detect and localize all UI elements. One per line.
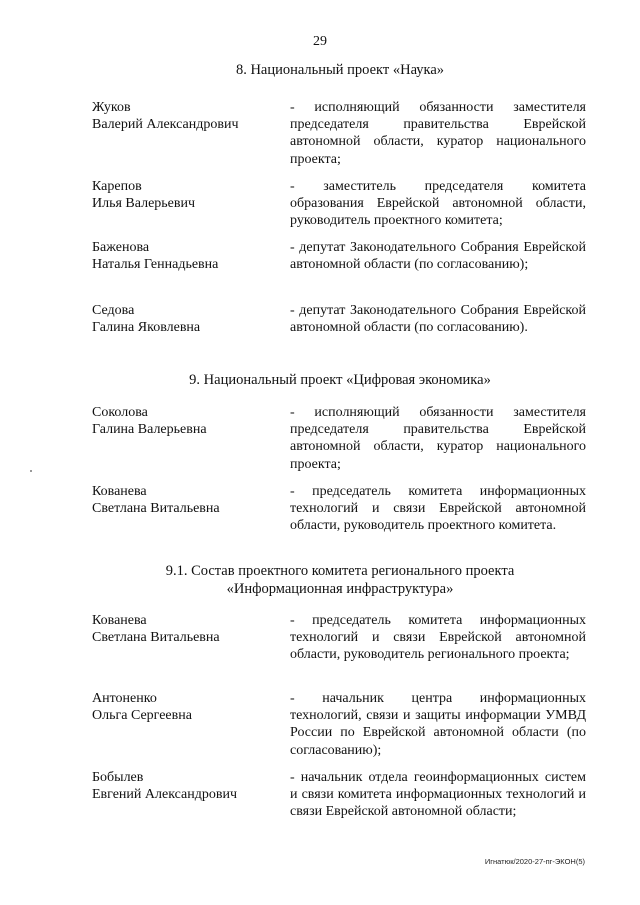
role-description: - начальник отдела геоинформационных систем и связи комитета информационных технологий и связи Еврейской автономной области; [290, 770, 586, 820]
surname: Седова [92, 303, 135, 318]
person-name [92, 404, 282, 438]
footer-code: Игнатюк/2020-27-пг-ЭКОН(5) [484, 857, 585, 866]
section-heading: 9.1. Состав проектного комитета регионального проекта [165, 563, 515, 579]
person-name [92, 769, 282, 803]
surname: Жуков [92, 100, 131, 115]
person-name [92, 178, 282, 212]
surname: Кованева [92, 484, 147, 499]
role-description: - исполняющий обязанности заместителя председателя правительства Еврейской автономной области, куратор национального проекта; [290, 405, 586, 472]
given-name: Илья Валерьевич [92, 196, 196, 212]
given-name: Евгений Александрович [92, 787, 238, 803]
given-name: Светлана Витальевна [92, 501, 220, 517]
role-description: - исполняющий обязанности заместителя председателя правительства Еврейской автономной области, куратор национального проекта; [290, 100, 586, 167]
given-name: Ольга Сергеевна [92, 708, 192, 724]
role-description: - начальник центра информационных технологий, связи и защиты информации УМВД России по Еврейской автономной области (по согласованию); [290, 691, 586, 758]
given-name: Светлана Витальевна [92, 630, 220, 646]
role-description: - депутат Законодательного Собрания Еврейской автономной области (по согласованию). [290, 303, 586, 336]
person-name [92, 302, 282, 336]
person-name [92, 239, 282, 273]
page-number: 29 [313, 34, 327, 49]
role-description: - депутат Законодательного Собрания Еврейской автономной области (по согласованию); [290, 240, 586, 273]
role-description: - заместитель председателя комитета образования Еврейской автономной области, руководитель проектного комитета; [290, 179, 586, 229]
person-name [92, 99, 282, 133]
given-name: Валерий Александрович [92, 117, 239, 133]
surname: Кованева [92, 613, 147, 628]
section-heading-subtitle: «Информационная инфраструктура» [226, 581, 454, 597]
surname: Бобылев [92, 770, 144, 785]
section-heading: 8. Национальный проект «Наука» [235, 62, 445, 78]
given-name: Галина Яковлевна [92, 320, 201, 336]
role-description: - председатель комитета информационных технологий и связи Еврейской автономной области, руководитель регионального проекта; [290, 613, 586, 663]
scan-mark [30, 470, 32, 472]
given-name: Наталья Геннадьевна [92, 257, 219, 273]
role-description: - председатель комитета информационных технологий и связи Еврейской автономной области, руководитель проектного комитета. [290, 484, 586, 534]
given-name: Галина Валерьевна [92, 422, 207, 438]
surname: Баженова [92, 240, 150, 255]
person-name [92, 690, 282, 724]
person-name [92, 612, 282, 646]
person-name [92, 483, 282, 517]
surname: Антоненко [92, 691, 157, 706]
section-heading: 9. Национальный проект «Цифровая экономика» [189, 372, 491, 388]
surname: Карепов [92, 179, 142, 194]
surname: Соколова [92, 405, 148, 420]
